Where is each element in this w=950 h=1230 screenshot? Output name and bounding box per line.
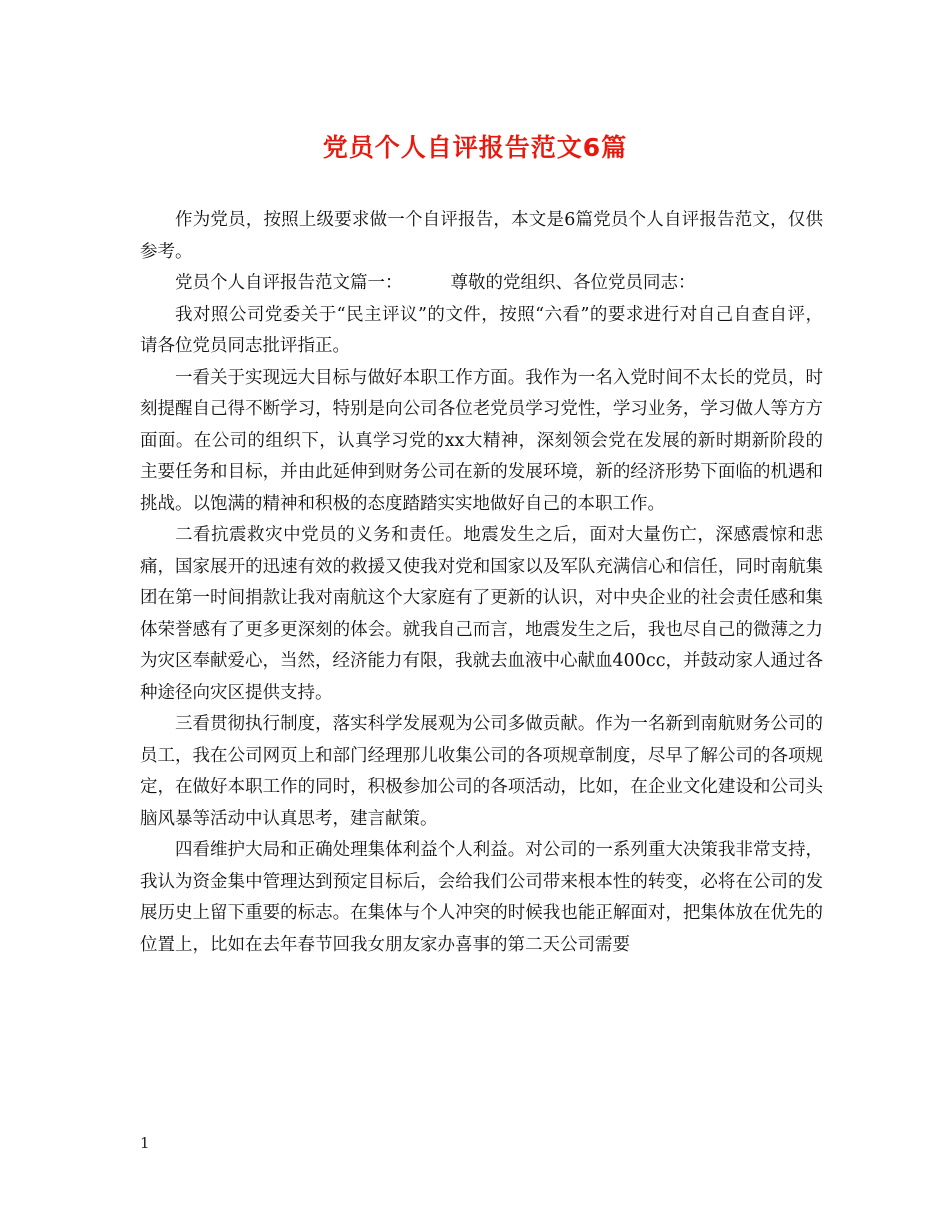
greeting-text: 尊敬的党组织、各位党员同志： <box>450 273 696 293</box>
page-number: 1 <box>140 1134 150 1152</box>
paragraph-salutation <box>140 268 823 300</box>
paragraph-point-two: 二看抗震救灾中党员的义务和责任。地震发生之后，面对大量伤亡，深感震惊和悲痛，国家展开的迅速有效的救援又使我对党和国家以及军队充满信心和信任，同时南航集团在第一时间捐款让我对南航这个大家庭有了更新的认识，对中央企业的社会责任感和集体荣誉感有了更多更深刻的体会。就我自己而言，地震发生之后，我也尽自己的微薄之力为灾区奉献爱心，当然，经济能力有限，我就去血液中心献血400cc，并鼓动家人通过各种途径向灾区提供支持。 <box>140 525 824 703</box>
paragraph-intro: 作为党员，按照上级要求做一个自评报告，本文是6篇党员个人自评报告范文，仅供参考。 <box>140 210 823 262</box>
paragraph-point-three: 三看贯彻执行制度，落实科学发展观为公司多做贡献。作为一名新到南航财务公司的员工，我在公司网页上和部门经理那儿收集公司的各项规章制度，尽早了解公司的各项规定，在做好本职工作的同时，积极参加公司的各项活动，比如，在企业文化建设和公司头脑风暴等活动中认真思考，建言献策。 <box>140 714 823 829</box>
paragraph-point-four: 四看维护大局和正确处理集体利益个人利益。对公司的一系列重大决策我非常支持，我认为资金集中管理达到预定目标后，会给我们公司带来根本性的转变，必将在公司的发展历史上留下重要的标志。在集体与个人冲突的时候我也能正解面对，把集体放在优先的位置上，比如在去年春节回我女朋友家办喜事的第二天公司需要 <box>140 840 823 955</box>
section-heading: 党员个人自评报告范文篇一： <box>175 273 403 293</box>
document-body <box>140 205 823 961</box>
document-title: 党员个人自评报告范文6篇 <box>322 133 628 162</box>
paragraph-point-one: 一看关于实现远大目标与做好本职工作方面。我作为一名入党时间不太长的党员，时刻提醒自己得不断学习，特别是向公司各位老党员学习党性，学习业务，学习做人等方方面面。在公司的组织下，认真学习党的xx大精神，深刻领会党在发展的新时期新阶段的主要任务和目标，并由此延伸到财务公司在新的发展环境，新的经济形势下面临的机遇和挑战。以饱满的精神和积极的态度踏踏实实地做好自己的本职工作。 <box>140 367 823 514</box>
paragraph-opening: 我对照公司党委关于“民主评议”的文件，按照“六看”的要求进行对自己自查自评，请各位党员同志批评指正。 <box>140 304 823 356</box>
